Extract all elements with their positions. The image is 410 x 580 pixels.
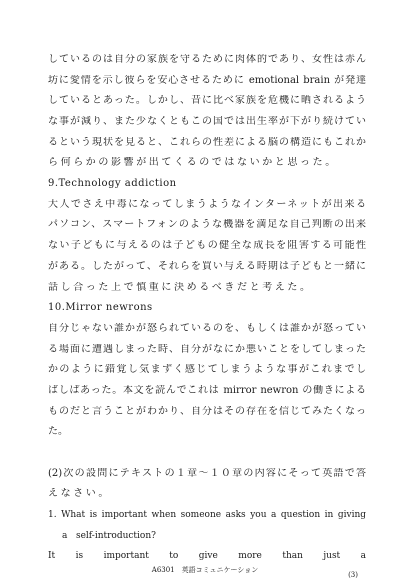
paragraph-2-line-5: 話し合った上で慎重に決めるべきだと考えた。	[48, 282, 313, 293]
section-heading-9: 9.Technology addiction	[48, 178, 177, 189]
paragraph-3-line-2: る場面に遭遇しまった時、自分がなにか悪いことをしてしまった	[48, 344, 366, 355]
paragraph-2-line-1: 大人でさえ中毒になってしまうようなインターネットが出来る	[48, 199, 366, 210]
footer-course: A6301 英語コミュニケーション	[151, 566, 259, 574]
paragraph-3-line-6: た。	[48, 426, 68, 437]
paragraph-1-line-5: るという現状を見ると、これらの性差による脳の構造にもこれか	[48, 137, 366, 148]
question-2-line-1: (2)次の設問にテキストの１章～１０章の内容にそって英語で答	[48, 468, 366, 479]
paragraph-2-line-2: パソコン、スマートフォンのような機器を満足な自己判断の出来	[48, 219, 366, 230]
question-2-1-line-2: a self-introduction?	[62, 531, 156, 541]
question-2-line-2: えなさい。	[48, 488, 111, 499]
paragraph-3-line-5: ものだと言うことがわかり、自分はその存在を信じてみたくなっ	[48, 406, 366, 417]
paragraph-3-line-1: 自分じゃない誰かが怒られているのを、もしくは誰かが怒ってい	[48, 323, 366, 334]
section-heading-10: 10.Mirror newrons	[48, 302, 153, 313]
paragraph-1-line-2: 坊に愛情を示し彼らを安心させるために emotional brain が発達	[48, 75, 366, 86]
paragraph-3-line-3: かのように錯覚し気まずく感じてしまうような事がこれまでし	[48, 364, 366, 375]
answer-line-1: It is important to give more than just a	[48, 551, 366, 561]
paragraph-2-line-3: ない子どもに与えるのは子どもの健全な成長を阻害する可能性	[48, 240, 366, 251]
paragraph-1-line-6: ら何らかの影響が出てくるのではないかと思った。	[48, 157, 338, 168]
question-2-1-line-1: 1. What is important when someone asks you a question in giving	[48, 510, 366, 520]
paragraph-1-line-4: な事が減り、また少なくともこの国では出生率が下がり続けてい	[48, 116, 366, 127]
page-number: (3)	[348, 571, 358, 579]
paragraph-1-line-1: しているのは自分の家族を守るために肉体的であり、女性は赤ん	[48, 54, 366, 65]
paragraph-3-line-4: ばしばあった。本文を読んでこれは mirror newron の働きによる	[48, 385, 366, 396]
paragraph-2-line-4: がある。したがって、それらを買い与える時期は子どもと一緒に	[48, 261, 366, 272]
paragraph-1-line-3: しているとあった。しかし、昔に比べ家族を危機に晒されるよう	[48, 95, 366, 106]
